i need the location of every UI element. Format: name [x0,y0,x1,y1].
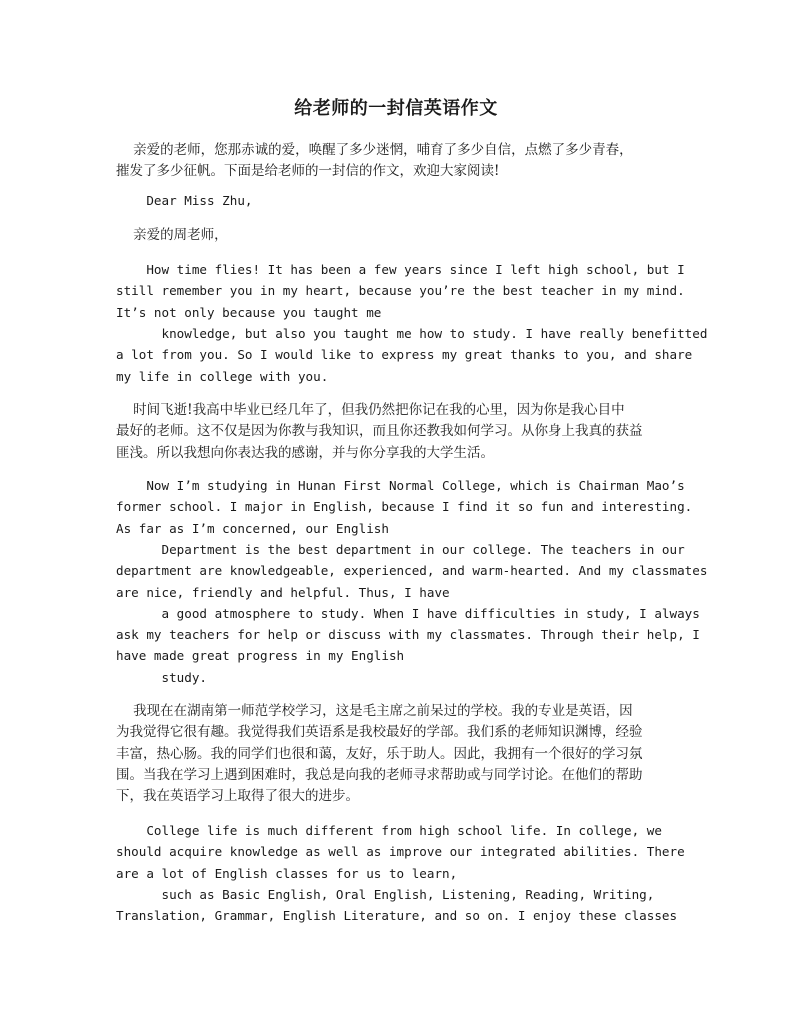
text-line: 亲爱的老师，您那赤诚的爱，唤醒了多少迷惘，哺育了多少自信，点燃了多少青春， [116,142,633,158]
text-line: 下，我在英语学习上取得了很大的进步。 [116,788,359,805]
text-line: 丰富，热心肠。我的同学们也很和蔼，友好，乐于助人。因此，我拥有一个很好的学习氛 [116,745,643,762]
text-line: have made great progress in my English [116,648,405,664]
text-line: College life is much different from high school life. In college, we [116,823,662,838]
text-line: 我现在在湖南第一师范学校学习，这是毛主席之前呆过的学校。我的专业是英语，因 [116,703,633,719]
text-line: 摧发了多少征帆。下面是给老师的一封信的作文，欢迎大家阅读! [116,163,500,180]
text-line: It’s not only because you taught me [116,304,382,320]
text-line: 时间飞逝!我高中毕业已经几年了，但我仍然把你记在我的心里，因为你是我心目中 [116,402,625,418]
text-line: 为我觉得它很有趣。我觉得我们英语系是我校最好的学部。我们系的老师知识渊博，经验 [116,724,643,741]
text-line: department are knowledgeable, experienced, and warm-hearted. And my classmates [116,563,708,579]
text-line: Department is the best department in our college. The teachers in our [116,541,685,557]
text-line: 匪浅。所以我想向你表达我的感谢，并与你分享我的大学生活。 [116,444,494,461]
text-line: 围。当我在学习上遇到困难时，我总是向我的老师寻求帮助或与同学讨论。在他们的帮助 [116,766,643,783]
text-line: are a lot of English classes for us to learn, [116,865,458,881]
text-line: study. [116,669,207,685]
text-line: 最好的老师。这不仅是因为你教与我知识，而且你还教我如何学习。从你身上我真的获益 [116,423,643,440]
text-line: former school. I major in English, because I find it so fun and interesting. [116,499,693,515]
text-line: Translation, Grammar, English Literature, and so on. I enjoy these classes [116,908,678,924]
text-line: Dear Miss Zhu, [116,193,253,208]
text-line: such as Basic English, Oral English, Listening, Reading, Writing, [116,886,655,902]
text-line: ask my teachers for help or discuss with my classmates. Through their help, I [116,627,700,643]
text-line: Now I’m studying in Hunan First Normal College, which is Chairman Mao’s [116,478,685,493]
text-line: How time flies! It has been a few years since I left high school, but I [116,262,685,277]
text-line: knowledge, but also you taught me how to study. I have really benefitted [116,325,708,341]
text-line: a lot from you. So I would like to express my great thanks to you, and share [116,347,693,363]
text-line: 亲爱的周老师， [116,227,228,243]
text-line: should acquire knowledge as well as improve our integrated abilities. There [116,844,685,860]
document-title: 给老师的一封信英语作文 [294,98,498,119]
text-line: my life in college with you. [116,368,329,384]
text-line: are nice, friendly and helpful. Thus, I have [116,584,450,600]
text-line: a good atmosphere to study. When I have difficulties in study, I always [116,605,700,621]
text-line: still remember you in my heart, because you’re the best teacher in my mind. [116,283,685,299]
text-line: As far as I’m concerned, our English [116,520,389,536]
